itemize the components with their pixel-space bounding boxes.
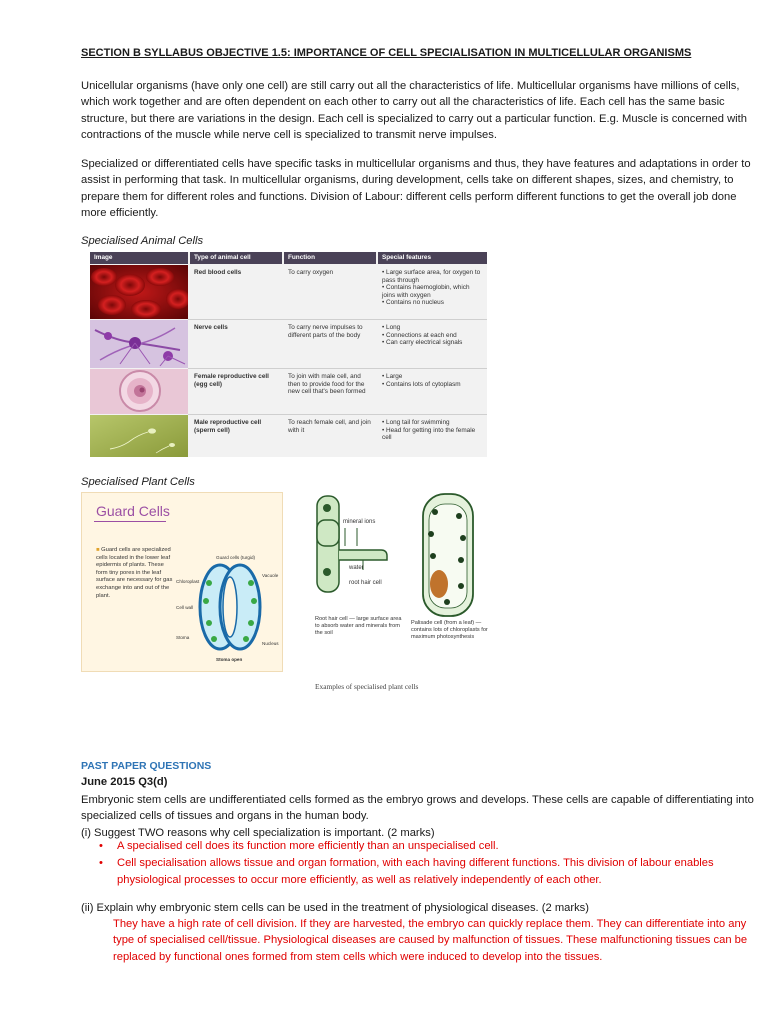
header-function: Function bbox=[284, 252, 376, 264]
cell-function: To join with male cell, and then to provide food for the new cell that's been formed bbox=[288, 373, 366, 396]
intro-paragraph-2: Specialized or differentiated cells have specific tasks in multicellular organisms and thus, they have features and adaptations in order to assist in performing that task. In multicellular organisms, during development, cells take on different shapes, sizes, and chemistry, to prepare them for different roles and functions. Division of Labour: different cells perform different functions to get the overall job done more efficiently. bbox=[81, 158, 751, 219]
header-features: Special features bbox=[378, 252, 487, 264]
cell-type: Nerve cells bbox=[194, 324, 228, 331]
label-chloroplast: Chloroplast bbox=[176, 579, 200, 584]
answer-i-list bbox=[99, 838, 759, 889]
feature-item: • Head for getting into the female cell bbox=[382, 426, 476, 442]
root-hair-description: Root hair cell — large surface area to absorb water and minerals from the soil bbox=[315, 616, 402, 636]
table-row bbox=[90, 265, 487, 319]
cell-function: To reach female cell, and join with it bbox=[288, 419, 371, 434]
red-blood-cells-image bbox=[90, 265, 188, 319]
answer-text: Cell specialisation allows tissue and organ formation, with each having different functions. This division of labour enables physiological processes to occur more efficiently, as well as relatively independently of each other. bbox=[117, 857, 714, 886]
question-i: (i) Suggest TWO reasons why cell specialization is important. (2 marks) bbox=[81, 827, 435, 839]
list-item bbox=[99, 838, 759, 854]
question-intro: Embryonic stem cells are undifferentiated cells formed as the embryo grows and develops. These cells are capable of differentiating into specialized cells of tissues and organs in the human body. bbox=[81, 794, 754, 823]
cell-features bbox=[378, 267, 487, 309]
header-image: Image bbox=[90, 252, 188, 264]
title-rule bbox=[94, 521, 166, 522]
list-item bbox=[99, 855, 759, 888]
guard-cells-description bbox=[96, 547, 176, 600]
header-type: Type of animal cell bbox=[190, 252, 282, 264]
feature-item: • Contains haemoglobin, which joins with oxygen bbox=[382, 284, 470, 299]
egg-cell-image bbox=[90, 369, 188, 414]
feature-item: • Large bbox=[382, 373, 403, 380]
bullet-icon: • bbox=[99, 857, 103, 870]
label-stoma-open: Stoma open bbox=[216, 657, 243, 662]
cell-features bbox=[378, 417, 487, 444]
guard-cells-panel bbox=[81, 492, 283, 672]
cell-type: Female reproductive cell (egg cell) bbox=[194, 373, 269, 388]
sperm-cell-image bbox=[90, 415, 188, 457]
animal-cells-caption: Specialised Animal Cells bbox=[81, 235, 204, 247]
cell-type: Red blood cells bbox=[194, 269, 242, 276]
table-row bbox=[90, 320, 487, 368]
guard-text: Guard cells are specialized cells located in the lower leaf epidermis of plants. These form tiny pores in the leaf surface are necessary for gas exchange into and out of the plant. bbox=[96, 547, 173, 599]
label-guard-cells: Guard cells (turgid) bbox=[216, 555, 256, 560]
bullet-icon: ■ bbox=[96, 547, 102, 553]
cell-features bbox=[378, 322, 487, 349]
palisade-description: Palisade cell (from a leaf) — contains lots of chloroplasts for maximum photosynthesis bbox=[411, 620, 488, 640]
stoma-diagram bbox=[176, 553, 280, 665]
label-mineral-ions: mineral ions bbox=[343, 519, 376, 525]
plant-cells-caption: Specialised Plant Cells bbox=[81, 476, 195, 488]
answer-ii: They have a high rate of cell division. If they are harvested, the embryo can quickly replace them. They can differentiate into any type of specialised cell/tissue. Physiological diseases are caused by malfunction of tissues. These malfunctioning tissues can be replaced by functional ones formed from stem cells which were induced to develop into the tissues. bbox=[113, 918, 748, 963]
plant-cells-figure bbox=[311, 490, 493, 700]
past-paper-title: PAST PAPER QUESTIONS bbox=[81, 760, 212, 772]
cell-type: Male reproductive cell (sperm cell) bbox=[194, 419, 262, 434]
table-row bbox=[90, 415, 487, 457]
intro-paragraph-1: Unicellular organisms (have only one cell) are still carry out all the characteristics of life. Multicellular organisms have millions of cells, which work together and are often dependent on each other to carry out all the characteristics of life. Each cell has the same basic structure, but there are variations in the design. Each cell is specialized to carry out a particular function. E.g. Muscle is concerned with contractions of the muscle while nerve cell is specialized to transmit nerve impulses. bbox=[81, 80, 747, 141]
bullet-icon: • bbox=[99, 840, 103, 852]
feature-item: • Long tail for swimming bbox=[382, 419, 450, 426]
root-palisade-diagram bbox=[311, 490, 493, 680]
section-heading: SECTION B SYLLABUS OBJECTIVE 1.5: IMPORTANCE OF CELL SPECIALISATION IN MULTICELLULAR ORGANISMS bbox=[81, 47, 692, 59]
label-vacuole: Vacuole bbox=[262, 573, 279, 578]
label-cell-wall: Cell wall bbox=[176, 605, 194, 610]
label-stoma: Stoma bbox=[176, 635, 190, 640]
feature-item: • Contains lots of cytoplasm bbox=[382, 380, 461, 388]
label-water: water bbox=[349, 565, 364, 571]
feature-item: • Long bbox=[382, 324, 401, 331]
cell-features bbox=[378, 371, 487, 390]
animal-cells-table bbox=[90, 252, 487, 457]
question-ii: (ii) Explain why embryonic stem cells can be used in the treatment of physiological diseases. (2 marks) bbox=[81, 902, 590, 914]
feature-item: • Contains no nucleus bbox=[382, 299, 444, 307]
feature-item: • Connections at each end bbox=[382, 331, 457, 339]
cell-function: To carry nerve impulses to different parts of the body bbox=[288, 324, 363, 339]
table-row bbox=[90, 369, 487, 414]
plant-figure-caption: Examples of specialised plant cells bbox=[315, 682, 419, 691]
feature-item: • Large surface area, for oxygen to pass through bbox=[382, 269, 481, 284]
cell-function: To carry oxygen bbox=[288, 269, 334, 276]
label-root-hair: root hair cell bbox=[349, 580, 382, 586]
label-nucleus: Nucleus bbox=[262, 641, 279, 646]
guard-cells-title: Guard Cells bbox=[96, 503, 170, 519]
exam-reference: June 2015 Q3(d) bbox=[81, 776, 168, 788]
nerve-cells-image bbox=[90, 320, 188, 368]
feature-item: • Can carry electrical signals bbox=[382, 339, 463, 347]
answer-text: A specialised cell does its function more efficiently than an unspecialised cell. bbox=[117, 840, 499, 852]
